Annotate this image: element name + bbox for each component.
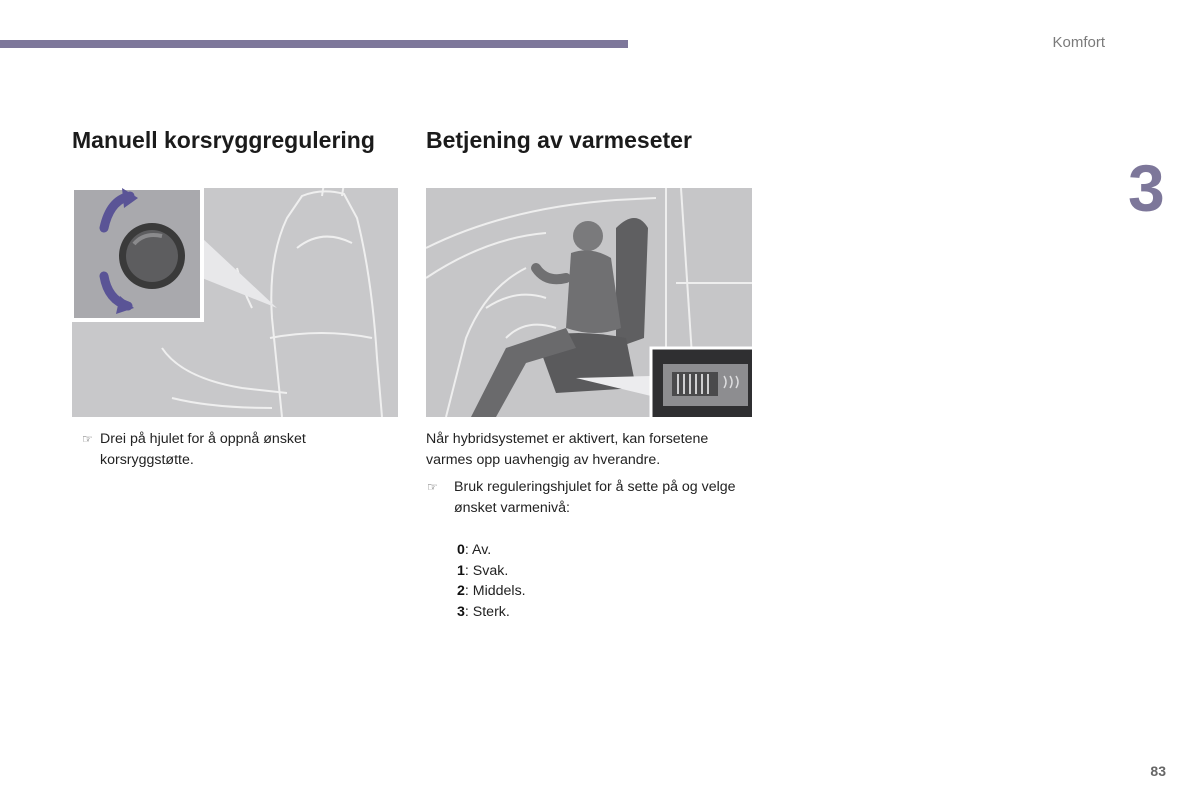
heated-seat-intro: Når hybridsystemet er aktivert, kan forsetene varmes opp uavhengig av hverandre. [426,431,709,468]
heat-level-text: : Sterk. [464,603,510,620]
lumbar-instruction: Drei på hjulet for å oppnå ønsket korsryggstøtte. [100,431,306,468]
heat-level-key: 2 [457,583,465,599]
lumbar-section-title: Manuell korsryggregulering [72,127,375,153]
heated-seat-section-title: Betjening av varmeseter [426,127,692,153]
heat-level-text: : Svak. [464,562,509,579]
heat-level-text: : Middels. [464,583,526,599]
lumbar-knob-illustration [72,188,398,417]
heat-level-list [457,540,526,622]
heat-level-key: 1 [457,562,465,579]
heat-level-key: 3 [457,603,465,620]
heat-level-key: 0 [457,542,465,558]
heat-level-item [457,540,526,561]
heated-seat-illustration [426,188,752,417]
page-number: 83 [1150,763,1166,779]
header-accent-bar [0,40,628,48]
bullet-marker: ☞ [82,432,93,446]
heat-level-text: : Av. [464,542,492,558]
heat-level-item [457,602,526,623]
heated-seat-instruction: Bruk reguleringshjulet for å sette på og velge ønsket varmenivå: [454,479,736,516]
section-label: Komfort [1052,34,1105,51]
chapter-number: 3 [1128,151,1165,225]
heat-level-item [457,581,526,602]
heat-level-item [457,561,526,582]
bullet-marker: ☞ [427,480,438,494]
